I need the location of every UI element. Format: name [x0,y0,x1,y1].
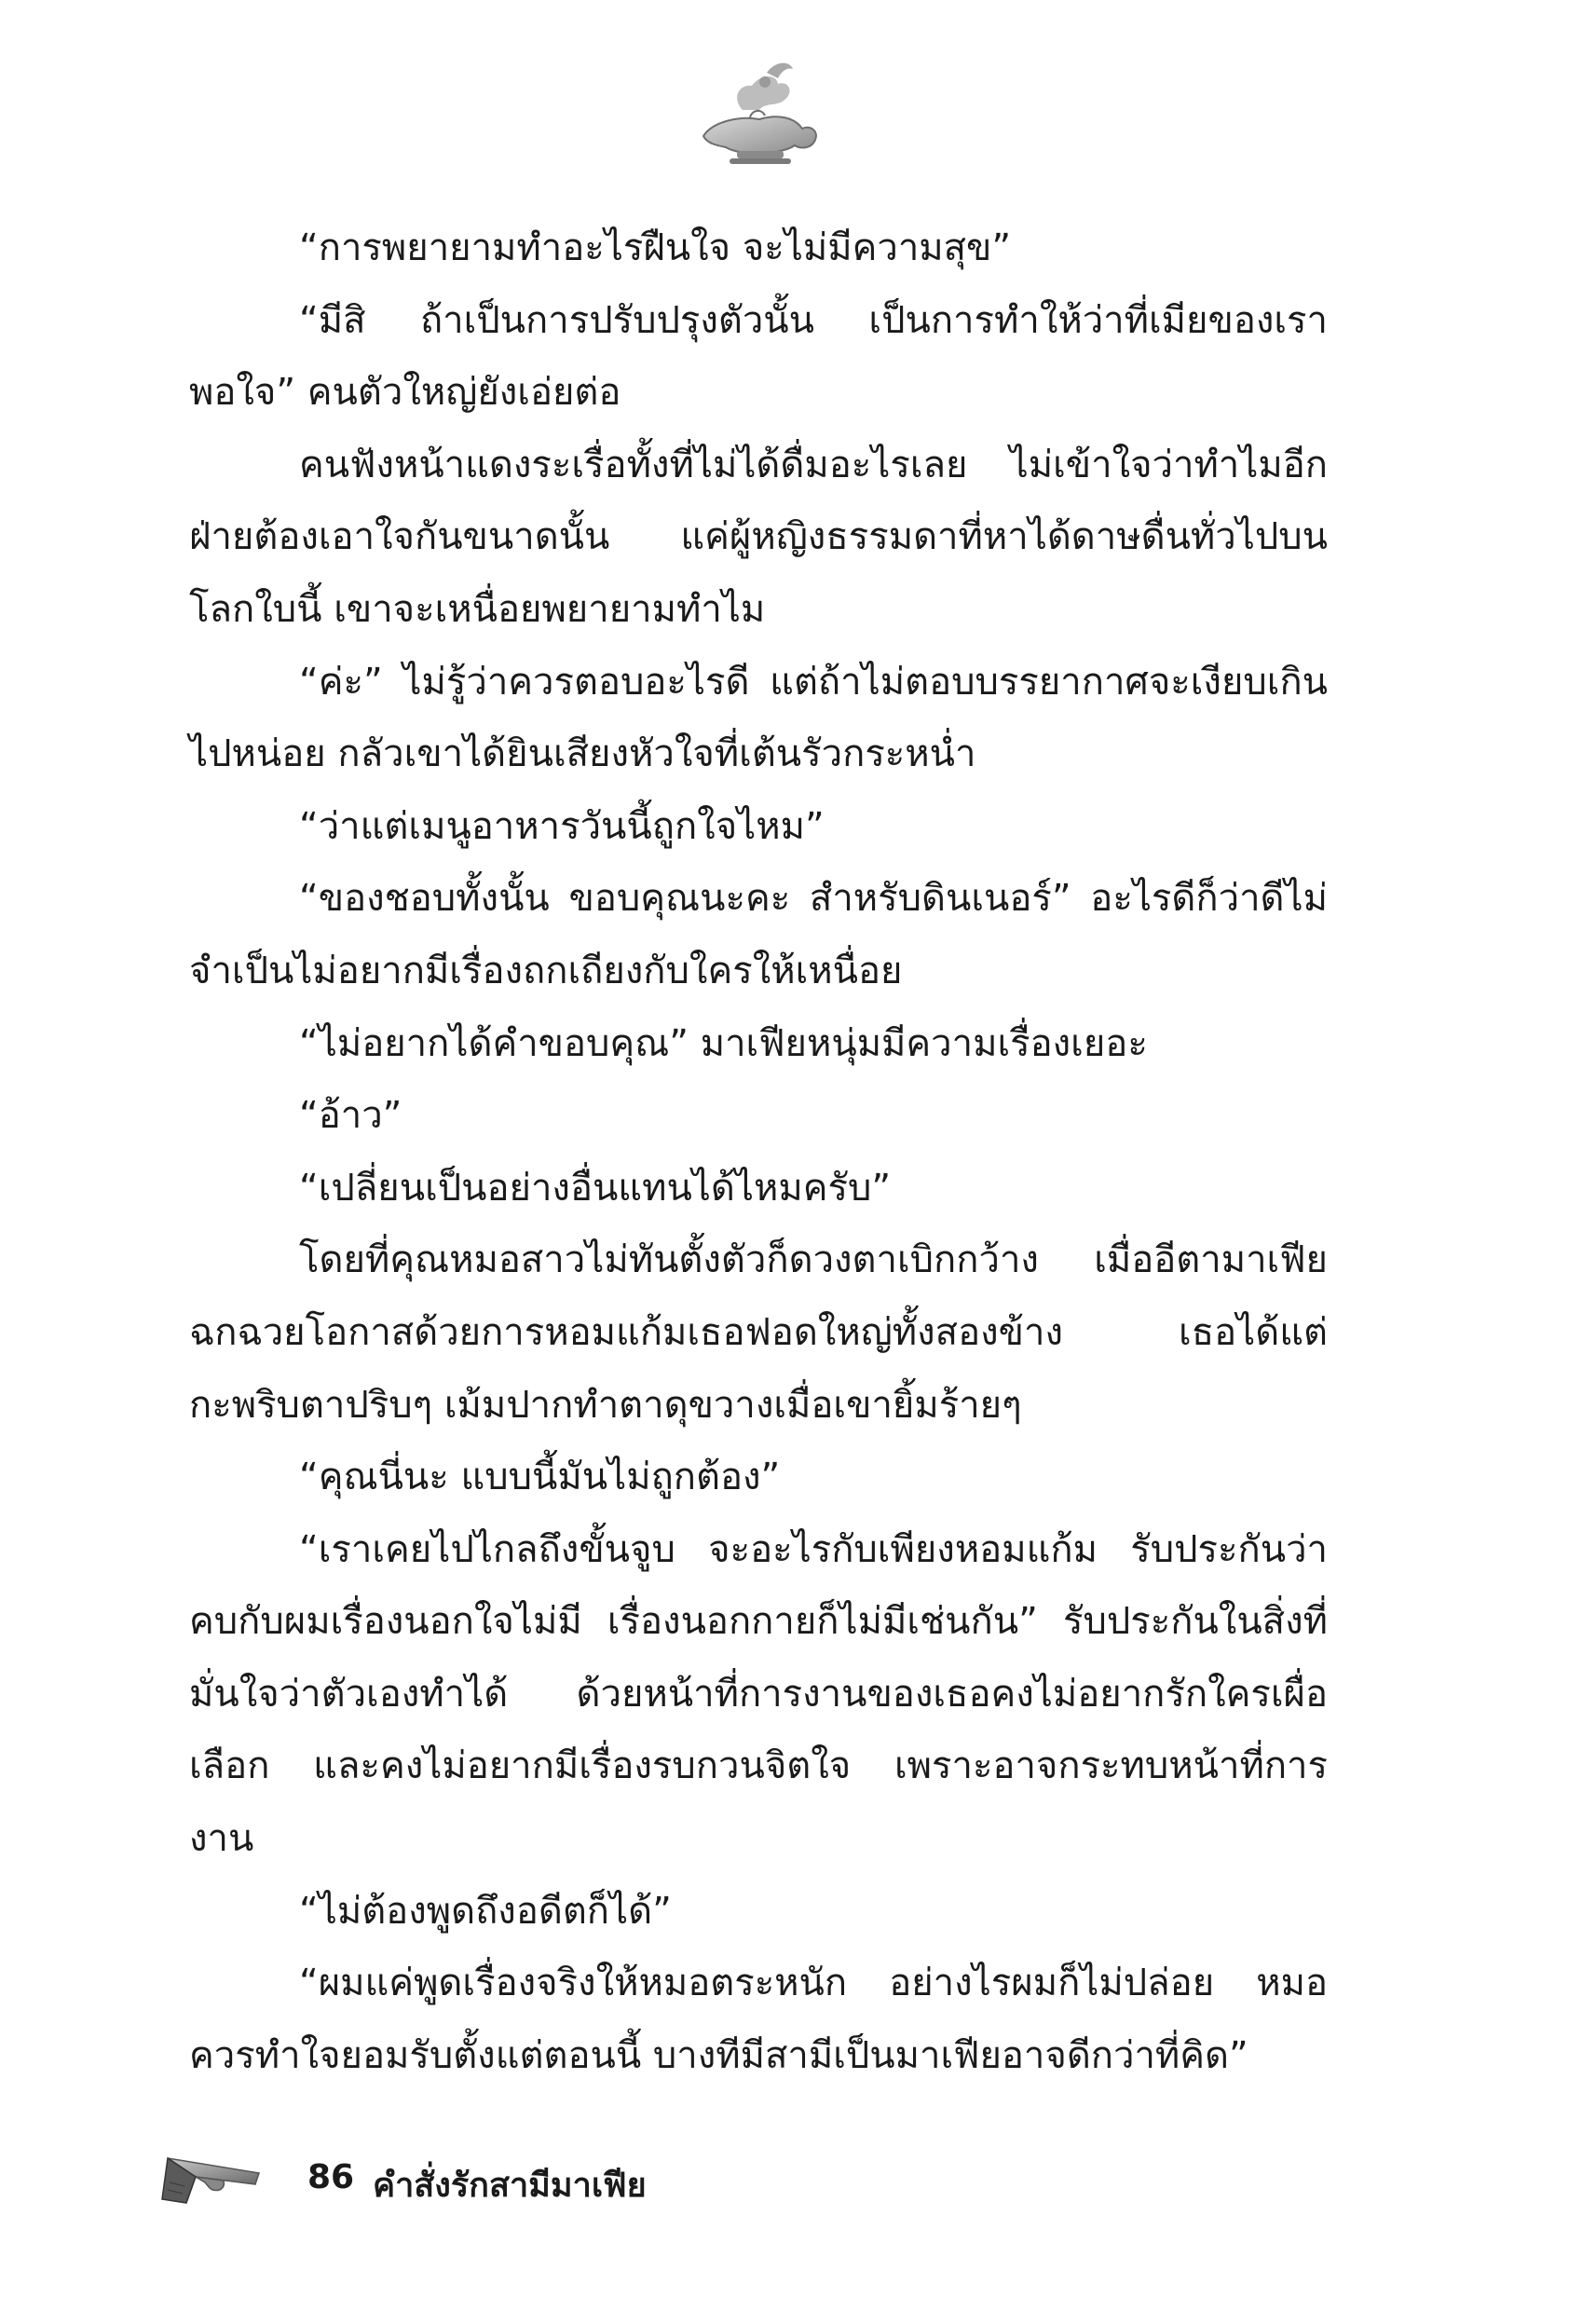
paragraph: โดยที่คุณหมอสาวไม่ทันตั้งตัวก็ดวงตาเบิกกว้าง เมื่ออีตามาเฟียฉกฉวยโอกาสด้วยการหอมแก้มเธอฟอดใหญ่ทั้งสองข้าง เธอได้แต่กะพริบตาปริบๆ เม้มปากทำตาดุขวางเมื่อเขายิ้มร้ายๆ [189,1238,1328,1427]
paragraph: คนฟังหน้าแดงระเรื่อทั้งที่ไม่ได้ดื่มอะไรเลย ไม่เข้าใจว่าทำไมอีกฝ่ายต้องเอาใจกันขนาดนั้น แค่ผู้หญิงธรรมดาที่หาได้ดาษดื่นทั่วไปบนโลกใบนี้ เขาจะเหนื่อยพยายามทำไม [189,443,1328,631]
paragraph: “คุณนี่นะ แบบนี้มันไม่ถูกต้อง” [299,1456,781,1499]
paragraph: “เราเคยไปไกลถึงขั้นจูบ จะอะไรกับเพียงหอมแก้ม รับประกันว่าคบกับผมเรื่องนอกใจไม่มี เรื่องนอกกายก็ไม่มีเช่นกัน” รับประกันในสิ่งที่มั่นใจว่าตัวเองทำได้ ด้วยหน้าที่การงานของเธอคงไม่อยากรักใครเผื่อเลือก และคงไม่อยากมีเรื่องรบกวนจิตใจ เพราะอาจกระทบหน้าที่การงาน [189,1527,1328,1861]
paragraph: “ว่าแต่เมนูอาหารวันนี้ถูกใจไหม” [299,804,825,848]
pistol-icon [158,2145,266,2207]
page-body [189,212,1328,2092]
book-title: คำสั่งรักสามีมาเฟีย [373,2167,647,2205]
paragraph: “ค่ะ” ไม่รู้ว่าควรตอบอะไรดี แต่ถ้าไม่ตอบบรรยากาศจะเงียบเกินไปหน่อย กลัวเขาได้ยินเสียงหัวใจที่เต้นรัวกระหน่ำ [189,660,1328,776]
paragraph: “อ้าว” [299,1094,402,1138]
paragraph: “เปลี่ยนเป็นอย่างอื่นแทนได้ไหมครับ” [299,1166,892,1210]
paragraph: “การพยายามทำอะไรฝืนใจ จะไม่มีความสุข” [299,226,1012,269]
paragraph: “ของชอบทั้งนั้น ขอบคุณนะคะ สำหรับดินเนอร์” อะไรดีก็ว่าดีไม่จำเป็นไม่อยากมีเรื่องถกเถียงกับใครให้เหนื่อย [189,877,1328,992]
paragraph: “ไม่อยากได้คำขอบคุณ” มาเฟียหนุ่มมีความเรื่องเยอะ [299,1021,1148,1065]
paragraph: “ไม่ต้องพูดถึงอดีตก็ได้” [299,1889,672,1933]
paragraph: “มีสิ ถ้าเป็นการปรับปรุงตัวนั้น เป็นการทำให้ว่าที่เมียของเราพอใจ” คนตัวใหญ่ยังเอ่ยต่อ [189,298,1328,415]
page-number: 86 [307,2158,355,2196]
genie-lamp-icon [685,56,825,168]
paragraph: “ผมแค่พูดเรื่องจริงให้หมอตระหนัก อย่างไรผมก็ไม่ปล่อย หมอควรทำใจยอมรับตั้งแต่ตอนนี้ บางทีมีสามีเป็นมาเฟียอาจดีกว่าที่คิด” [189,1962,1328,2077]
page-footer [158,2145,811,2210]
